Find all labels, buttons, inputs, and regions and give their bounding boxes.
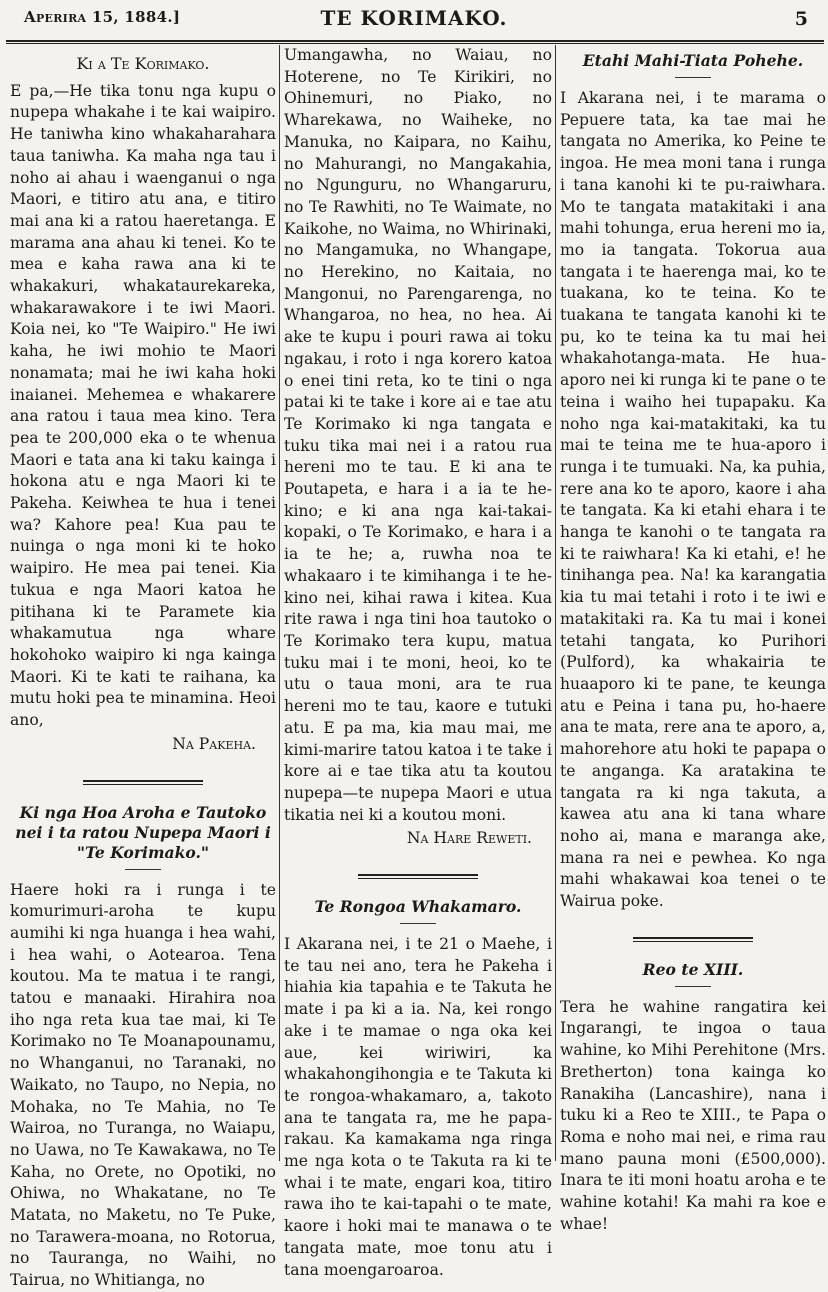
newspaper-title: TE KORIMAKO. xyxy=(320,6,508,30)
letter-heading: Ki a Te Korimako. xyxy=(76,54,210,73)
article-heading: Te Rongoa Whakamaro. xyxy=(314,897,522,917)
masthead xyxy=(0,0,828,42)
letter-signature: Na Pakeha. xyxy=(172,734,256,753)
section-divider xyxy=(358,874,478,879)
masthead-rule xyxy=(6,40,824,44)
heading-rule xyxy=(125,869,161,870)
article-heading: Etahi Mahi-Tiata Pohehe. xyxy=(582,51,804,70)
article-body: Tera he wahine rangatira kei Ingarangi, te ingoa o taua wahine, ko Mihi Perehitone (Mrs. Bretherton) tona kainga ko Ranakiha (Lancashire), nana i tuku ki a Reo te XIII., te Papa o Roma e noho mai nei, e rima rau mano pauna moni (£500,000). Inara te iti moni hoatu aroha e te wahine kotahi! Ka mahi ra koe e whae! xyxy=(560,997,826,1233)
article-heading: Reo te XIII. xyxy=(642,959,744,979)
issue-date: Aperira 15, 1884.] xyxy=(24,8,181,26)
column-divider xyxy=(279,45,280,1161)
page-number: 5 xyxy=(794,8,808,30)
section-divider xyxy=(83,780,203,785)
letter-signature: Na Hare Reweti. xyxy=(406,829,532,848)
letter-heading: Ki nga Hoa Aroha e Tautoko nei i ta ratou Nupepa Maori i "Te Korimako." xyxy=(15,802,271,862)
letter-body: E pa,—He tika tonu nga kupu o nupepa whakahe i te kai waipiro. He taniwha kino whakaharahara taua taniwha. Ka maha nga tau i noho ai ahau i waenganui o nga Maori, e titiro atu ana, e titiro mai ana ki a ratou haeretanga. E marama ana ahau ki tenei. Ko te mea e kaha rawa ana ki te whakakuri, whakataurekareka, whakarawakore i te iwi Maori. Koia nei, ko "Te Waipiro." He iwi kaha, he iwi mohio te Maori nonamata; mai he iwi kaha hoki inaianei. Mehemea e whakarere ana ratou i taua mea kino. Tera pea te 200,000 eka o te whenua Maori e tata ana ki taku kainga i hokona atu e nga Maori ki te Pakeha. Keiwhea te hua i tenei wa? Kahore pea! Kua pau te nuinga o nga moni ki te hoko waipiro. He mea pai tenei. Kia tukua e nga Maori katoa he pitihana ki te Paramete kia whakamutua nga whare hokohoko waipiro ki nga kainga Maori. Ki te kati te raihana, ka mutu hoki pea te minamina. Heoi ano, xyxy=(10,81,276,730)
article-body: I Akarana nei, i te 21 o Maehe, i te tau nei ano, tera he Pakeha i hiahia kia tapahia e te Takuta he mate i pa ki a ia. Na, kei rongo ake i te mamae o nga oka kei aue, kei wiriwiri, ka whakahongihongia e te Takuta ki te rongoa-whakamaro, a, takoto ana te tangata ra, me he papa-rakau. Ka kamakama nga ringa me nga kota o te Takuta ra ki te whai i te mate, engari koa, titiro rawa iho te kai-tapahi o te mate, kaore i hoki mai te manawa o te tangata mate, moe tonu atu i tana moengaroaroa. xyxy=(284,935,552,1279)
column-3 xyxy=(560,45,826,1233)
section-divider xyxy=(633,937,753,942)
letter-body-continued: Umangawha, no Waiau, no Hoterene, no Te Kirikiri, no Ohinemuri, no Piako, no Wharekawa, no Waiheke, no Manuka, no Kaipara, no Kaihu, no Mahurangi, no Mangakahia, no Ngunguru, no Whangaruru, no Te Rawhiti, no Te Waimate, no Kaikohe, no Waima, no Whirinaki, no Mangamuka, no Whangape, no Herekino, no Kaitaia, no Mangonui, no Parengarenga, no Whangaroa, no hea, no hea. Ai ake te kupu i pouri rawa ai toku ngakau, i roto i nga korero katoa o enei tini reta, ko te tini o nga patai ki te take i kore ai e tae atu Te Korimako ki nga tangata e tuku tika mai nei i a ratou rua hereni mo te tau. E ki ana te Poutapeta, e hara i a ia te he-kino; e ki ana nga kai-takai-kopaki, o Te Korimako, e hara i a ia te he; a, ruwha noa te whakaaro i te kimihanga i te he-kino nei, kihai rawa i kitea. Kua rite rawa i nga tini hoa tautoko o Te Korimako tera kupu, matua tuku mai i te moni, heoi, ko te utu o taua moni, ara te rua hereni mo te tau, kaore e tutuki atu. E pa ma, kia mau mai, me kimi-marire tatou katoa i te take i kore ai e tae tika atu ta koutou nupepa—te nupepa Maori e utua tikatia nei ki a koutou moni. xyxy=(284,46,552,824)
column-divider xyxy=(555,45,556,1161)
column-1 xyxy=(10,45,276,1290)
letter-body: Haere hoki ra i runga i te komurimuri-aroha te kupu aumihi ki nga huanga i hea wahi, i hea wahi, o Aotearoa. Tena koutou. Ma te matua i te rangi, tatou e manaaki. Hirahira noa iho nga reta kua tae mai, ki Te Korimako no Te Moanapounamu, no Whanganui, no Taranaki, no Waikato, no Taupo, no Nepia, no Mohaka, no Te Mahia, no Te Wairoa, no Turanga, no Waiapu, no Uawa, no Te Kawakawa, no Te Kaha, no Orete, no Opotiki, no Ohiwa, no Whakatane, no Te Matata, no Maketu, no Te Puke, no Tarawera-moana, no Rotorua, no Tauranga, no Waihi, no Tairua, no Whitianga, no xyxy=(10,880,276,1290)
heading-rule xyxy=(675,986,711,987)
article-body: I Akarana nei, i te marama o Pepuere tata, ka tae mai he tangata no Amerika, ko Peine te ingoa. He mea moni tana i runga i tana kanohi ki te pu-raiwhara. Mo te tangata matakitaki i ana mahi tohunga, erua hereni mo ia, mo ia tangata. Tokorua aua tangata i te haerenga mai, ko te tuakana, ko te teina. Ko te tuakana te tangata kanohi ki te pu, ko te teina ka tu mai hei whakahotanga-mata. He hua-aporo nei ki runga ki te pane o te teina i waiho hei tupapaku. Ka noho nga kai-matakitaki, ka tu mai te teina me te hua-aporo i runga i te tumuaki. Na, ka puhia, rere ana ko te aporo, kaore i aha te tangata. Ka ki etahi ehara i te hanga te kanohi o te tangata ra ki te raiwhara! Ka ki etahi, e! he tinihanga pea. Na! ka karangatia kia tu mai tetahi i roto i te iwi e matakitaki ra. Ka tu mai i konei tetahi tangata, ko Purihori (Pulford), ka whakairia te huaaporo ki te pane, te keunga atu e Peina i tana pu, ho-haere ana te mata, rere ana te aporo, a, mahorehore atu hoki te papapa o te anganga. Ka aratakina te tangata ra ki nga takuta, a kawea atu ana ki tana whare noho ai, mana e maranga ake, mana ra nei e pewhea. Ko nga mahi whakawai koa tenei o te Wairua poke. xyxy=(560,89,826,911)
heading-rule xyxy=(675,77,711,78)
column-2 xyxy=(284,45,552,1279)
heading-rule xyxy=(400,923,436,924)
